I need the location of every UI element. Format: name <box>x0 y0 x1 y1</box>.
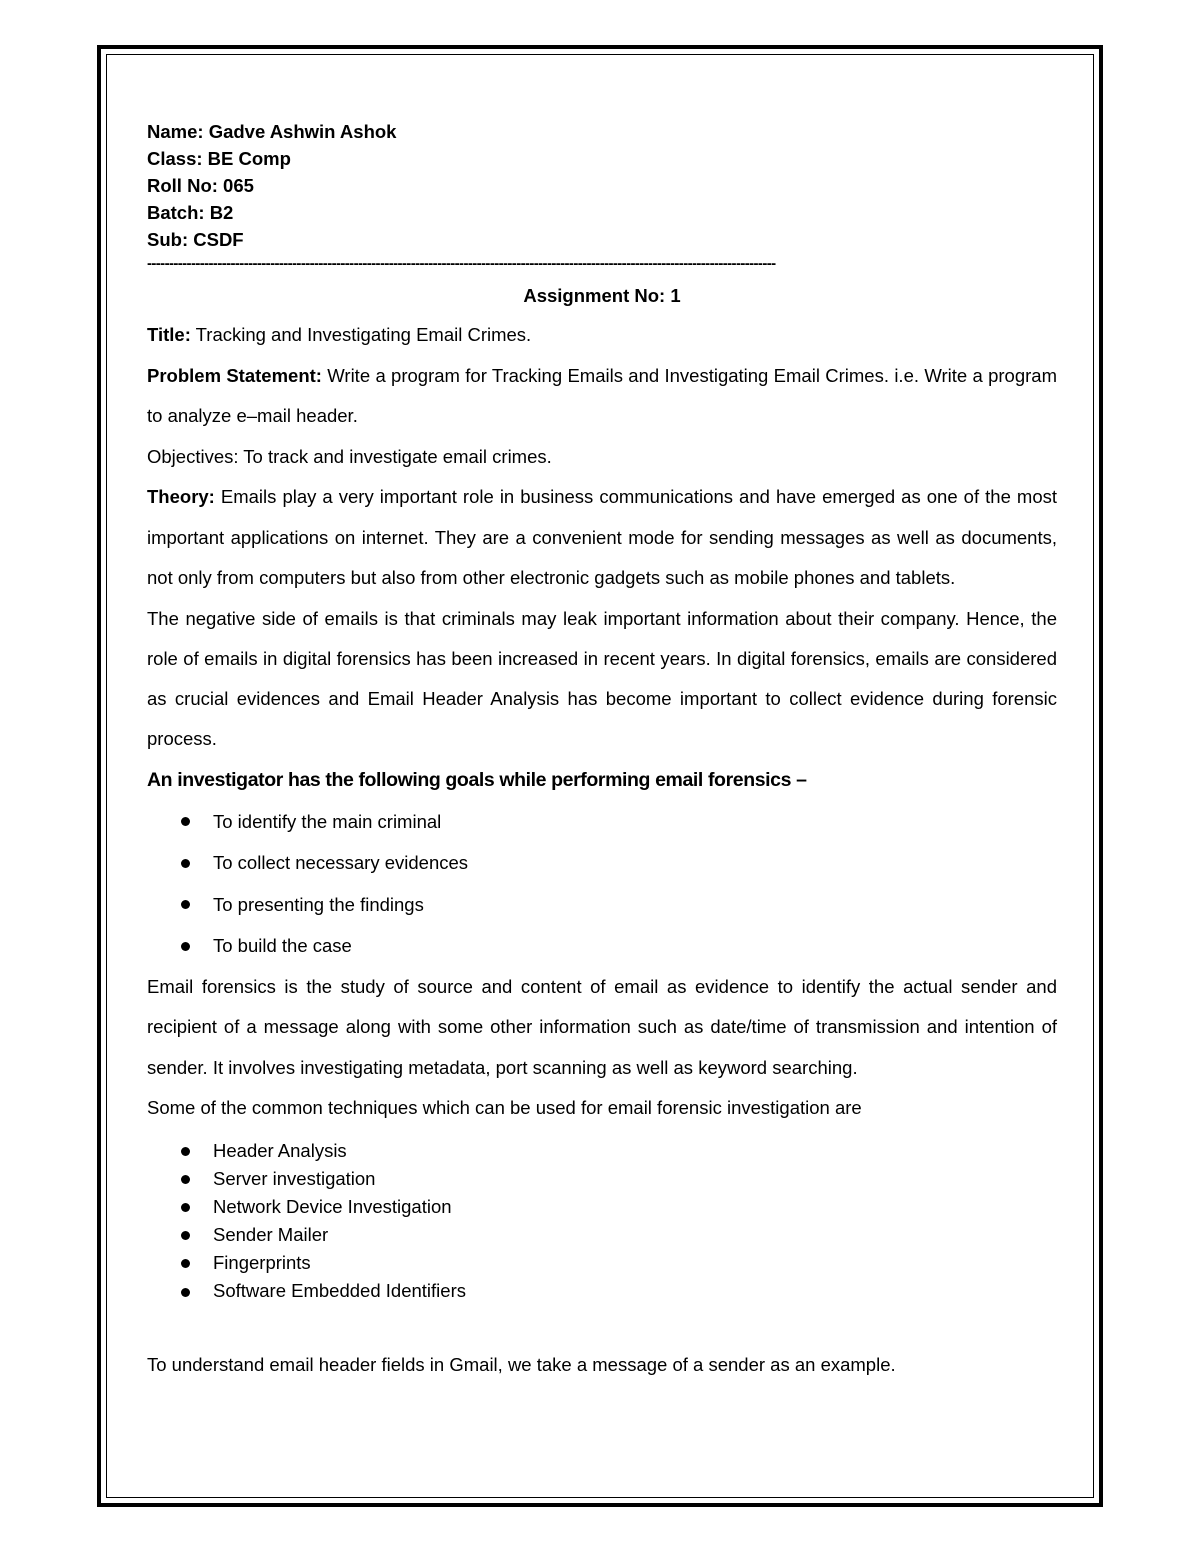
title-text: Tracking and Investigating Email Crimes. <box>190 324 532 345</box>
student-class: Class: BE Comp <box>147 148 291 169</box>
bullet-icon <box>181 1259 190 1268</box>
assignment-number: Assignment No: 1 <box>523 285 681 306</box>
list-item: Software Embedded Identifiers <box>147 1277 1057 1305</box>
problem-label: Problem Statement: <box>147 364 322 386</box>
forensics-paragraph: Email forensics is the study of source and content of email as evidence to identify the actual sender and recipient of a message along with some other information such as date/time of transmission and intention of sender. It involves investigating metadata, port scanning as well as keyword searching. <box>147 975 1057 1078</box>
problem-statement <box>147 356 1057 437</box>
bullet-icon <box>181 859 190 868</box>
student-name: Name: Gadve Ashwin Ashok <box>147 121 397 142</box>
closing-sentence: To understand email header fields in Gmail, we take a message of a sender as an example. <box>147 1353 896 1375</box>
batch: Batch: B2 <box>147 202 234 223</box>
document-body <box>147 118 1057 1380</box>
techniques-intro: Some of the common techniques which can be used for email forensic investigation are <box>147 1097 862 1118</box>
bullet-icon <box>181 1203 190 1212</box>
list-item: Sender Mailer <box>147 1221 1057 1249</box>
bullet-icon <box>181 817 190 826</box>
theory-paragraph <box>147 477 1057 599</box>
list-item: To presenting the findings <box>147 884 1057 926</box>
bullet-icon <box>181 942 190 951</box>
bullet-icon <box>181 1175 190 1184</box>
title-label: Title: <box>147 324 191 345</box>
goals-list <box>147 801 1057 967</box>
separator-line: ----------------------------------------------------------------------------------------------------------------------------------------------- <box>147 257 776 271</box>
bullet-icon <box>181 1147 190 1156</box>
bullet-icon <box>181 1288 190 1297</box>
list-item: Server investigation <box>147 1165 1057 1193</box>
roll-number: Roll No: 065 <box>147 175 254 196</box>
list-item: To identify the main criminal <box>147 801 1057 843</box>
theory-paragraph-2: The negative side of emails is that criminals may leak important information about their company. Hence, the role of emails in digital forensics has been increased in recent years. In digital forensics, emails are considered as crucial evidences and Email Header Analysis has become important to collect evidence during forensic process. <box>147 607 1057 749</box>
subject: Sub: CSDF <box>147 229 244 250</box>
problem-text: Write a program for Tracking Emails and Investigating Email Crimes. i.e. Write a program to analyze e–mail header. <box>147 364 1057 426</box>
theory-text: Emails play a very important role in business communications and have emerged as one of the most important applications on internet. They are a convenient mode for sending messages as well as documents, not only from computers but also from other electronic gadgets such as mobile phones and tablets. <box>147 486 1057 588</box>
list-item: To build the case <box>147 925 1057 967</box>
title-paragraph <box>147 315 1057 356</box>
bullet-icon <box>181 900 190 909</box>
objectives: Objectives: To track and investigate email crimes. <box>147 445 552 467</box>
list-item: Fingerprints <box>147 1249 1057 1277</box>
list-item: Header Analysis <box>147 1137 1057 1165</box>
theory-label: Theory: <box>147 486 215 507</box>
goals-heading: An investigator has the following goals while performing email forensics – <box>147 768 807 791</box>
bullet-icon <box>181 1231 190 1240</box>
list-item: Network Device Investigation <box>147 1193 1057 1221</box>
list-item: To collect necessary evidences <box>147 842 1057 884</box>
techniques-list <box>147 1137 1057 1306</box>
